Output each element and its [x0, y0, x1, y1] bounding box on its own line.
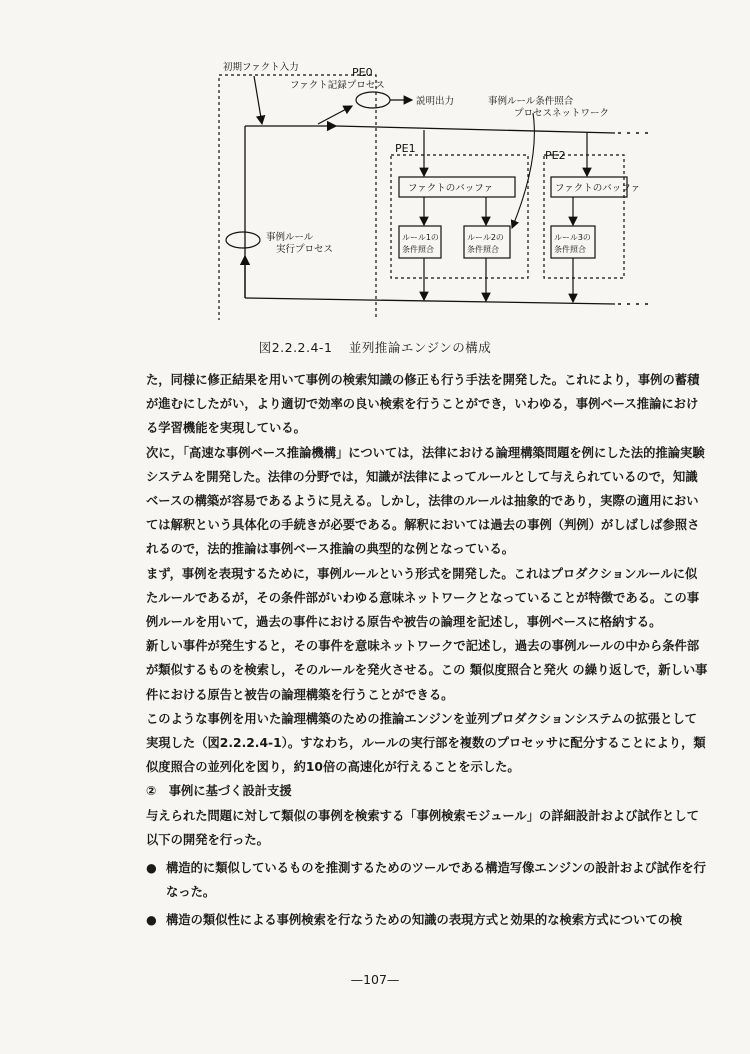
pe1-box	[391, 155, 528, 278]
label-pe1: PE1	[395, 142, 416, 155]
parallel-inference-engine-diagram	[0, 0, 750, 320]
label-pe0: PE0	[352, 66, 373, 79]
caption-number: 図2.2.2.4-1	[258, 340, 333, 355]
bullet-dot-icon: ●	[146, 913, 157, 928]
paragraph: 次に，「高速な事例ベース推論機構」については，法律における論理構築問題を例にした法的推論実験システムを開発した。法律の分野では，知識が法律によってルールとして与えられているので，知識ベースの構築が容易であるように見える。しかし，法律のルールは抽象的であり，実際の適用においては解釈という具体化の手続きが必要である。解釈においては過去の事例（判例）がしばしば参照されるので，法的推論は事例ベース推論の典型的な例となっている。	[146, 445, 705, 557]
rule3-line2: 条件照合	[554, 245, 586, 254]
label-rule-exec-line1: 事例ルール	[266, 232, 314, 243]
body-text	[146, 368, 708, 933]
rule2-line1: ルール2の	[467, 233, 504, 242]
label-initial-fact-input: 初期ファクト入力	[223, 62, 299, 73]
label-network-line2: プロセスネットワーク	[514, 108, 610, 119]
pe2-box	[544, 155, 624, 278]
bullet-text: 構造の類似性による事例検索を行なうための知識の表現方式と効果的な検索方式についての検	[166, 913, 683, 928]
label-explanation-output: 説明出力	[416, 96, 455, 107]
rule2-line2: 条件照合	[467, 245, 499, 254]
fact-record-process-ellipse	[356, 92, 390, 108]
label-fact-record-process: ファクト記録プロセス	[290, 80, 385, 91]
bullet-dot-icon: ●	[146, 861, 157, 876]
paragraph: このような事例を用いた論理構築のための推論エンジンを並列プロダクションシステムの拡張として実現した（図2.2.2.4-1）。すなわち，ルールの実行部を複数のプロセッサに配分することにより，類似度照合の並列化を図り，約10倍の高速化が行えることを示した。	[146, 711, 706, 775]
paragraph: 新しい事件が発生すると，その事件を意味ネットワークで記述し，過去の事例ルールの中から条件部が類似するものを検索し，そのルールを発火させる。この 類似度照合と発火 の繰り返しで，新しい事件における原告と被告の論理構築を行うことができる。	[146, 639, 708, 702]
paragraph: 与えられた問題に対して類似の事例を検索する「事例検索モジュール」の詳細設計および試作として以下の開発を行った。	[146, 808, 699, 847]
rule1-line1: ルール1の	[402, 233, 439, 242]
rule-exec-process-ellipse	[226, 232, 260, 248]
label-pe2: PE2	[545, 149, 566, 162]
label-rule-exec-line2: 実行プロセス	[276, 244, 334, 255]
bullet-text: 構造的に類似しているものを推測するためのツールである構造写像エンジンの設計および試作を行なった。	[166, 861, 706, 900]
pe0-box	[219, 75, 376, 320]
bullet-item	[146, 908, 708, 932]
paragraph: まず，事例を表現するために，事例ルールという形式を開発した。これはプロダクションルールに似たルールであるが，その条件部がいわゆる意味ネットワークとなっていることが特徴である。この事例ルールを用いて，過去の事件における原告や被告の論理を記述し，事例ベースに格納する。	[146, 566, 700, 630]
label-fact-buffer-pe2: ファクトのバッファ	[555, 183, 641, 194]
figure-caption	[0, 338, 750, 356]
rule1-line2: 条件照合	[402, 245, 434, 254]
label-fact-buffer-pe1: ファクトのバッファ	[408, 183, 494, 194]
caption-title: 並列推論エンジンの構成	[348, 340, 492, 355]
paragraph: た，同様に修正結果を用いて事例の検索知識の修正も行う手法を開発した。これにより，事例の蓄積が進むにしたがい，より適切で効率の良い検索を行うことができ，いわゆる，事例ベース推論における学習機能を実現している。	[146, 373, 700, 436]
section-heading: ② 事例に基づく設計支援	[146, 784, 292, 799]
bullet-item	[146, 856, 708, 904]
rule3-line1: ルール3の	[554, 233, 591, 242]
label-network-line1: 事例ルール条件照合	[488, 96, 574, 107]
page-number: —107—	[350, 972, 400, 987]
